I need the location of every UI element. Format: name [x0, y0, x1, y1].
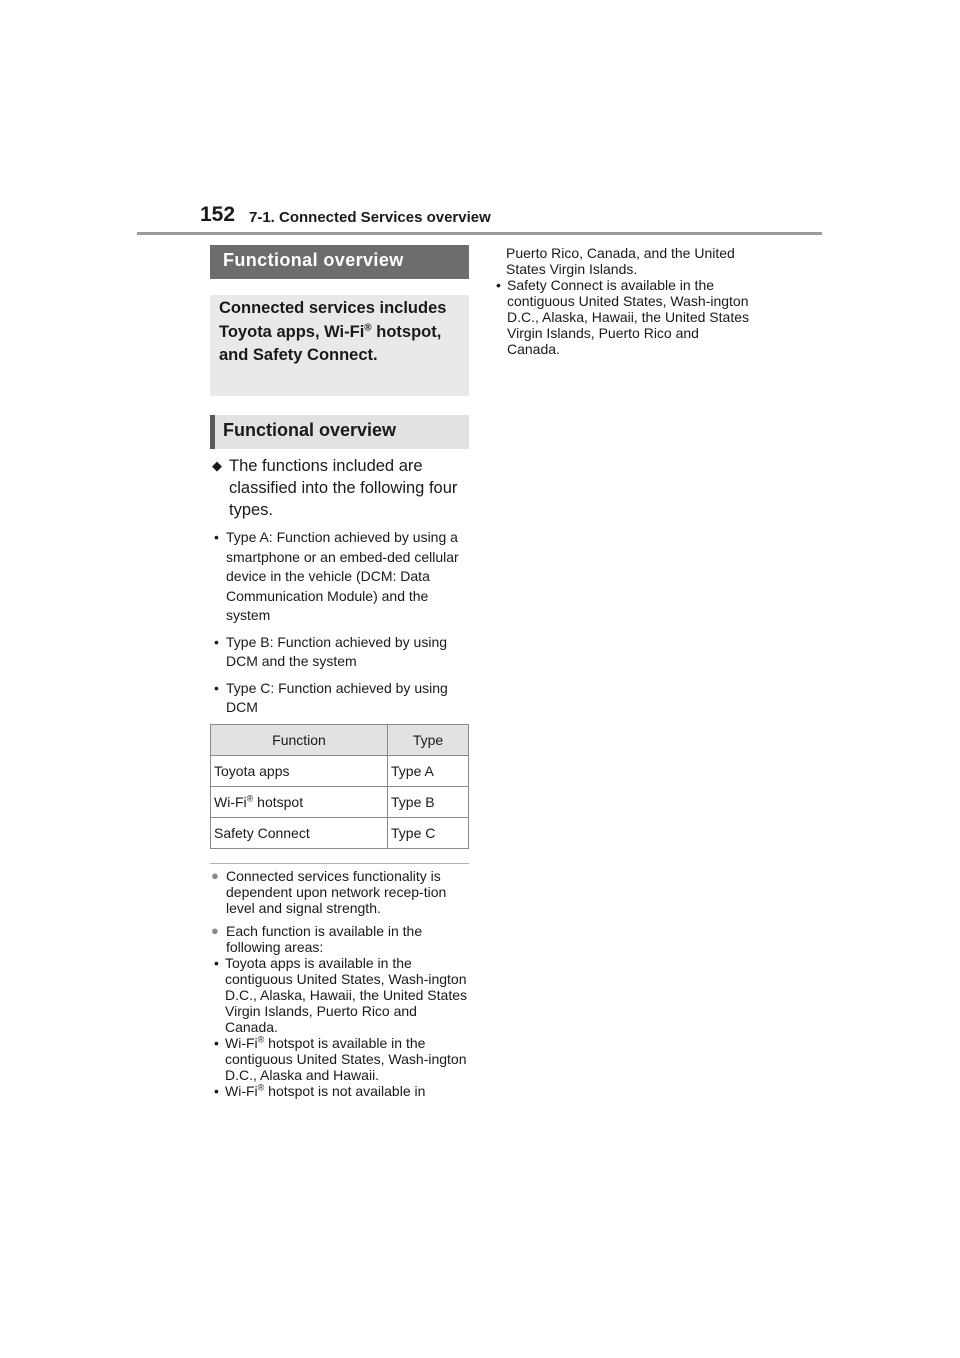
table-cell-function: Safety Connect	[211, 818, 388, 849]
wifi-label: Wi-Fi	[225, 1083, 258, 1099]
type-b-text: Type B: Function achieved by using DCM and the system	[226, 633, 448, 669]
note-item	[211, 868, 471, 916]
type-list	[214, 528, 470, 725]
continued-text: Puerto Rico, Canada, and the United States Virgin Islands.	[506, 245, 735, 277]
note-text: Each function is available in the following areas:	[226, 923, 423, 955]
summary-text-end: hotspot, and Safety Connect.	[219, 322, 442, 364]
type-b-item	[214, 633, 470, 672]
area-item	[211, 1035, 471, 1083]
area-item	[211, 955, 471, 1035]
registered-mark: ®	[257, 1082, 265, 1093]
notes-divider	[210, 863, 469, 864]
right-column	[493, 245, 755, 357]
table-cell-function: Toyota apps	[211, 756, 388, 787]
function-type-table	[210, 724, 469, 849]
functional-overview-heading-dark: Functional overview	[210, 245, 469, 279]
table-header-type: Type	[388, 725, 469, 756]
notes	[211, 868, 471, 1106]
table-header-function: Function	[211, 725, 388, 756]
page-number: 152	[200, 203, 236, 226]
type-a-item	[214, 528, 470, 626]
bullet-icon: •	[214, 679, 219, 696]
wifi-label: Wi-Fi	[225, 1035, 258, 1051]
summary-text: Connected services includes Toyota apps, Wi-Fi	[219, 299, 447, 341]
bullet-icon: •	[214, 1083, 219, 1099]
bullet-icon: •	[214, 1035, 219, 1051]
note-item	[211, 923, 471, 1099]
hotspot-label: hotspot	[253, 794, 304, 810]
area-text: Safety Connect is available in the contiguous United States, Wash-ington D.C., Alaska, Hawaii, the United States Virgin Islands, Puerto Rico and Canada.	[507, 277, 749, 357]
table-row	[211, 756, 469, 787]
note-text: Connected services functionality is dependent upon network recep-tion level and signal strength.	[226, 868, 447, 916]
table-row	[211, 818, 469, 849]
table-cell-type: Type C	[388, 818, 469, 849]
area-item	[211, 1083, 471, 1099]
area-text: hotspot is available in the contiguous United States, Wash-ington D.C., Alaska and Hawaii.	[225, 1035, 467, 1083]
type-a-text: Type A: Function achieved by using a smartphone or an embed-ded cellular device in the vehicle (DCM: Data Communication Module) and the system	[226, 529, 459, 623]
bullet-icon: •	[214, 955, 219, 971]
functional-overview-heading-light: Functional overview	[210, 415, 469, 449]
summary-box	[210, 295, 469, 396]
area-item	[493, 277, 755, 357]
registered-mark: ®	[257, 1034, 265, 1045]
bullet-icon: •	[214, 529, 219, 545]
header-rule	[137, 232, 822, 235]
diamond-item-text: The functions included are classified into the following four types.	[229, 457, 458, 519]
registered-mark: ®	[246, 793, 254, 804]
circle-bullet-icon: ●	[211, 868, 219, 883]
table-row	[211, 787, 469, 818]
type-c-text: Type C: Function achieved by using DCM	[226, 679, 448, 715]
table-header-row	[211, 725, 469, 756]
bullet-icon: •	[214, 633, 219, 650]
diamond-bullet-icon: ◆	[212, 458, 222, 473]
bullet-icon: •	[496, 277, 501, 293]
diamond-list-item	[212, 455, 470, 521]
area-text: Toyota apps is available in the contiguous United States, Wash-ington D.C., Alaska, Hawaii, the United States Virgin Islands, Puerto Rico and Canada.	[225, 955, 467, 1035]
table-cell-type: Type A	[388, 756, 469, 787]
type-c-item	[214, 679, 470, 718]
circle-bullet-icon: ●	[211, 923, 219, 938]
registered-mark: ®	[364, 322, 372, 333]
table-cell-type: Type B	[388, 787, 469, 818]
area-text: hotspot is not available in	[264, 1083, 426, 1099]
section-title: 7-1. Connected Services overview	[249, 209, 491, 226]
wifi-label: Wi-Fi	[214, 794, 247, 810]
area-list	[211, 955, 471, 1099]
table-cell-function	[211, 787, 388, 818]
